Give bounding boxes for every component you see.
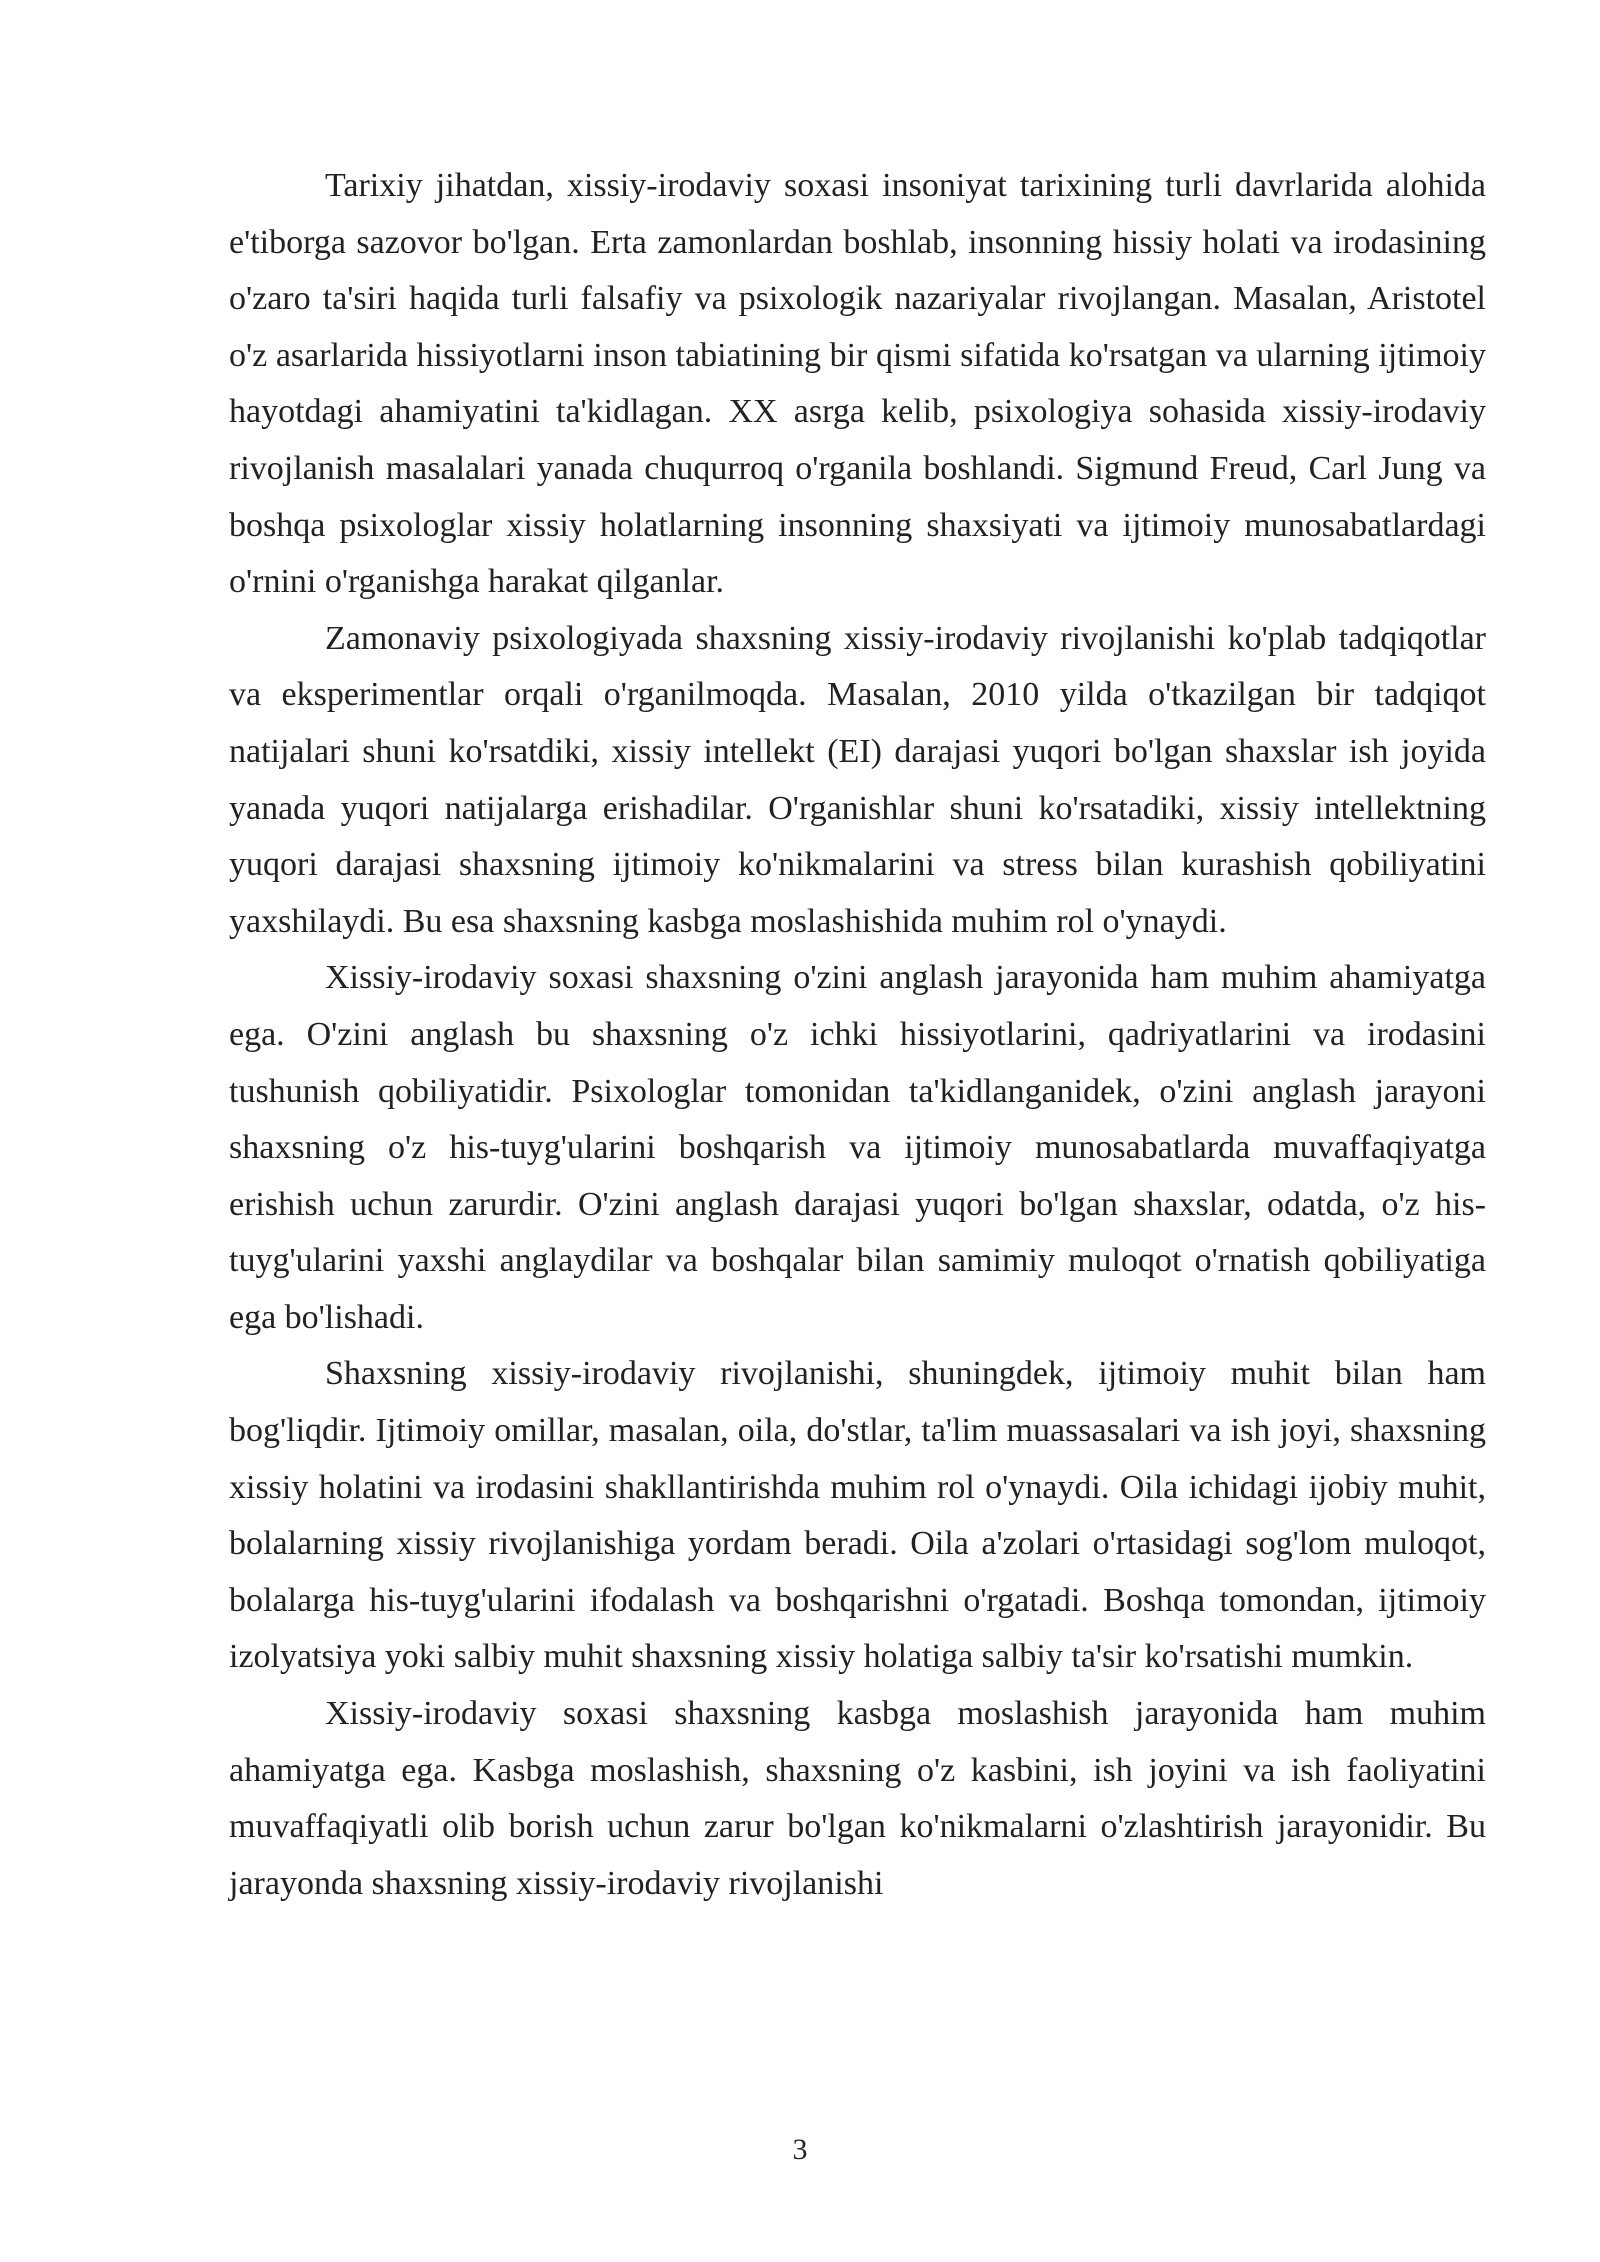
paragraph-4: Shaxsning xissiy-irodaviy rivojlanishi, shuningdek, ijtimoiy muhit bilan ham bog'liqdir. Ijtimoiy omillar, masalan, oila, do'stlar, ta'lim muassasalari va ish joyi, shaxsning xissiy holatini va irodasini shakllantirishda muhim rol o'ynaydi. Oila ichidagi ijobiy muhit, bolalarning xissiy rivojlanishiga yordam beradi. Oila a'zolari o'rtasidagi sog'lom muloqot, bolalarga his-tuyg'ularini ifodalash va boshqarishni o'rgatadi. Boshqa tomondan, ijtimoiy izolyatsiya yoki salbiy muhit shaxsning xissiy holatiga salbiy ta'sir ko'rsatishi mumkin.: [229, 1355, 1486, 1676]
page-number: 3: [792, 2133, 808, 2166]
paragraph-3: Xissiy-irodaviy soxasi shaxsning o'zini anglash jarayonida ham muhim ahamiyatga ega. O'zini anglash bu shaxsning o'z ichki hissiyotlarini, qadriyatlarini va irodasini tushunish qobiliyatidir. Psixologlar tomonidan ta'kidlanganidek, o'zini anglash jarayoni shaxsning o'z his-tuyg'ularini boshqarish va ijtimoiy munosabatlarda muvaffaqiyatga erishish uchun zarurdir. O'zini anglash darajasi yuqori bo'lgan shaxslar, odatda, o'z his-tuyg'ularini yaxshi anglaydilar va boshqalar bilan samimiy muloqot o'rnatish qobiliyatiga ega bo'lishadi.: [229, 959, 1486, 1336]
paragraph-1: Tarixiy jihatdan, xissiy-irodaviy soxasi insoniyat tarixining turli davrlarida alohida e'tiborga sazovor bo'lgan. Erta zamonlardan boshlab, insonning hissiy holati va irodasining o'zaro ta'siri haqida turli falsafiy va psixologik nazariyalar rivojlangan. Masalan, Aristotel o'z asarlarida hissiyotlarni inson tabiatining bir qismi sifatida ko'rsatgan va ularning ijtimoiy hayotdagi ahamiyatini ta'kidlagan. XX asrga kelib, psixologiya sohasida xissiy-irodaviy rivojlanish masalalari yanada chuqurroq o'rganila boshlandi. Sigmund Freud, Carl Jung va boshqa psixologlar xissiy holatlarning insonning shaxsiyati va ijtimoiy munosabatlardagi o'rnini o'rganishga harakat qilganlar.: [229, 167, 1486, 601]
paragraph-5: Xissiy-irodaviy soxasi shaxsning kasbga moslashish jarayonida ham muhim ahamiyatga ega. Kasbga moslashish, shaxsning o'z kasbini, ish joyini va ish faoliyatini muvaffaqiyatli olib borish uchun zarur bo'lgan ko'nikmalarni o'zlashtirish jarayonidir. Bu jarayonda shaxsning xissiy-irodaviy rivojlanishi: [229, 1695, 1486, 1902]
document-body: [229, 158, 1486, 1912]
paragraph-2: Zamonaviy psixologiyada shaxsning xissiy-irodaviy rivojlanishi ko'plab tadqiqotlar va eksperimentlar orqali o'rganilmoqda. Masalan, 2010 yilda o'tkazilgan bir tadqiqot natijalari shuni ko'rsatdiki, xissiy intellekt (EI) darajasi yuqori bo'lgan shaxslar ish joyida yanada yuqori natijalarga erishadilar. O'rganishlar shuni ko'rsatadiki, xissiy intellektning yuqori darajasi shaxsning ijtimoiy ko'nikmalarini va stress bilan kurashish qobiliyatini yaxshilaydi. Bu esa shaxsning kasbga moslashishida muhim rol o'ynaydi.: [229, 619, 1486, 940]
